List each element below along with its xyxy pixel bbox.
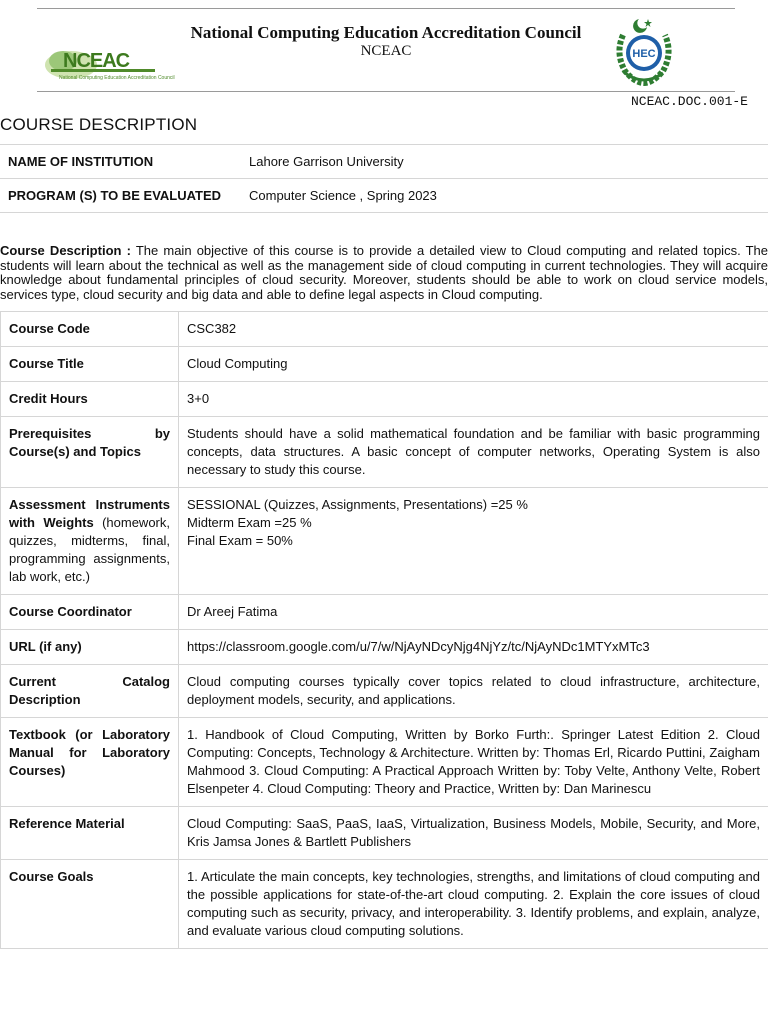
program-label: PROGRAM (S) TO BE EVALUATED xyxy=(0,179,241,213)
course-description xyxy=(0,244,768,302)
course-code-value: CSC382 xyxy=(179,312,768,347)
table-row xyxy=(1,417,768,488)
table-row xyxy=(1,718,768,807)
council-acronym: NCEAC xyxy=(360,43,412,59)
reference-label: Reference Material xyxy=(1,807,179,860)
course-title-label: Course Title xyxy=(1,347,179,382)
assessment-label-bold: Assessment Instruments with Weights xyxy=(9,497,170,530)
textbook-label: Textbook (or Laboratory Manual for Laboratory Courses) xyxy=(1,718,179,807)
table-row xyxy=(1,665,768,718)
course-code-label: Course Code xyxy=(1,312,179,347)
catalog-label: Current Catalog Description xyxy=(1,665,179,718)
assessment-value: SESSIONAL (Quizzes, Assignments, Presentations) =25 % Midterm Exam =25 % Final Exam = 50% xyxy=(179,488,768,595)
assessment-label-detail: (homework, quizzes, midterms, final, programming assignments, lab work, etc.) xyxy=(9,515,170,584)
url-label: URL (if any) xyxy=(1,630,179,665)
table-row xyxy=(1,347,768,382)
table-row xyxy=(0,179,768,213)
course-description-label: Course Description : xyxy=(0,243,131,258)
table-row xyxy=(1,312,768,347)
course-title-value: Cloud Computing xyxy=(179,347,768,382)
course-details-table xyxy=(0,311,768,949)
assessment-label xyxy=(1,488,179,595)
catalog-value: Cloud computing courses typically cover topics related to cloud infrastructure, architecture, deployment models, security, and applications. xyxy=(179,665,768,718)
table-row xyxy=(1,630,768,665)
institution-label: NAME OF INSTITUTION xyxy=(0,145,241,179)
course-description-text: The main objective of this course is to provide a detailed view to Cloud computing and related topics. The students will learn about the technical as well as the management side of cloud computing in current technologies. They will acquire knowledge about fundamental principles of cloud security. Moreover, students should be able to work on cloud service models, services type, cloud security and big data and able to define legal aspects in Cloud computing. xyxy=(0,243,768,302)
document-number: NCEAC.DOC.001-E xyxy=(630,94,748,109)
table-row xyxy=(1,488,768,595)
coordinator-value: Dr Areej Fatima xyxy=(179,595,768,630)
svg-text:National Computing Education A: National Computing Education Accreditation Council xyxy=(59,75,175,81)
table-row xyxy=(1,595,768,630)
coordinator-label: Course Coordinator xyxy=(1,595,179,630)
institution-table xyxy=(0,144,768,213)
goals-label: Course Goals xyxy=(1,860,179,949)
table-row xyxy=(0,145,768,179)
hec-emblem xyxy=(611,13,677,87)
institution-value: Lahore Garrison University xyxy=(241,145,768,179)
textbook-value: 1. Handbook of Cloud Computing, Written by Borko Furth:. Springer Latest Edition 2. Cloud Computing: Concepts, Technology & Architecture. Written by: Thomas Erl, Ricardo Puttini, Zaigham Mahmood 3. Cloud Computing: A Practical Approach Written by: Toby Velte, Anthony Velte, Robert Elsenpeter 4. Cloud Computing: Theory and Practice, Written by: Dan Marinescu xyxy=(179,718,768,807)
svg-text:NCEAC: NCEAC xyxy=(63,50,130,72)
prerequisites-label: Prerequisites by Course(s) and Topics xyxy=(1,417,179,488)
credit-hours-label: Credit Hours xyxy=(1,382,179,417)
council-title: National Computing Education Accreditation Council xyxy=(190,23,582,42)
goals-value: 1. Articulate the main concepts, key technologies, strengths, and limitations of cloud computing and the possible applications for state-of-the-art cloud computing. 2. Explain the core issues of cloud computing such as security, privacy, and interoperability. 3. Identify problems, and explain, analyze, and evaluate various cloud computing solutions. xyxy=(179,860,768,949)
prerequisites-value: Students should have a solid mathematical foundation and be familiar with basic programming concepts, data structures. A basic concept of computer networks, Operating System is also necessary to study this course. xyxy=(179,417,768,488)
reference-value: Cloud Computing: SaaS, PaaS, IaaS, Virtualization, Business Models, Mobile, Security, and More, Kris Jamsa Jones & Bartlett Publishers xyxy=(179,807,768,860)
table-row xyxy=(1,382,768,417)
document-header xyxy=(37,8,735,92)
program-value: Computer Science , Spring 2023 xyxy=(241,179,768,213)
credit-hours-value: 3+0 xyxy=(179,382,768,417)
table-row xyxy=(1,860,768,949)
course-url-link[interactable]: https://classroom.google.com/u/7/w/NjAyNDcyNjg4NjYz/tc/NjAyNDc1MTYxMTc3 xyxy=(179,630,768,665)
svg-text:HEC: HEC xyxy=(632,48,656,60)
section-title: COURSE DESCRIPTION xyxy=(0,115,198,134)
table-row xyxy=(1,807,768,860)
